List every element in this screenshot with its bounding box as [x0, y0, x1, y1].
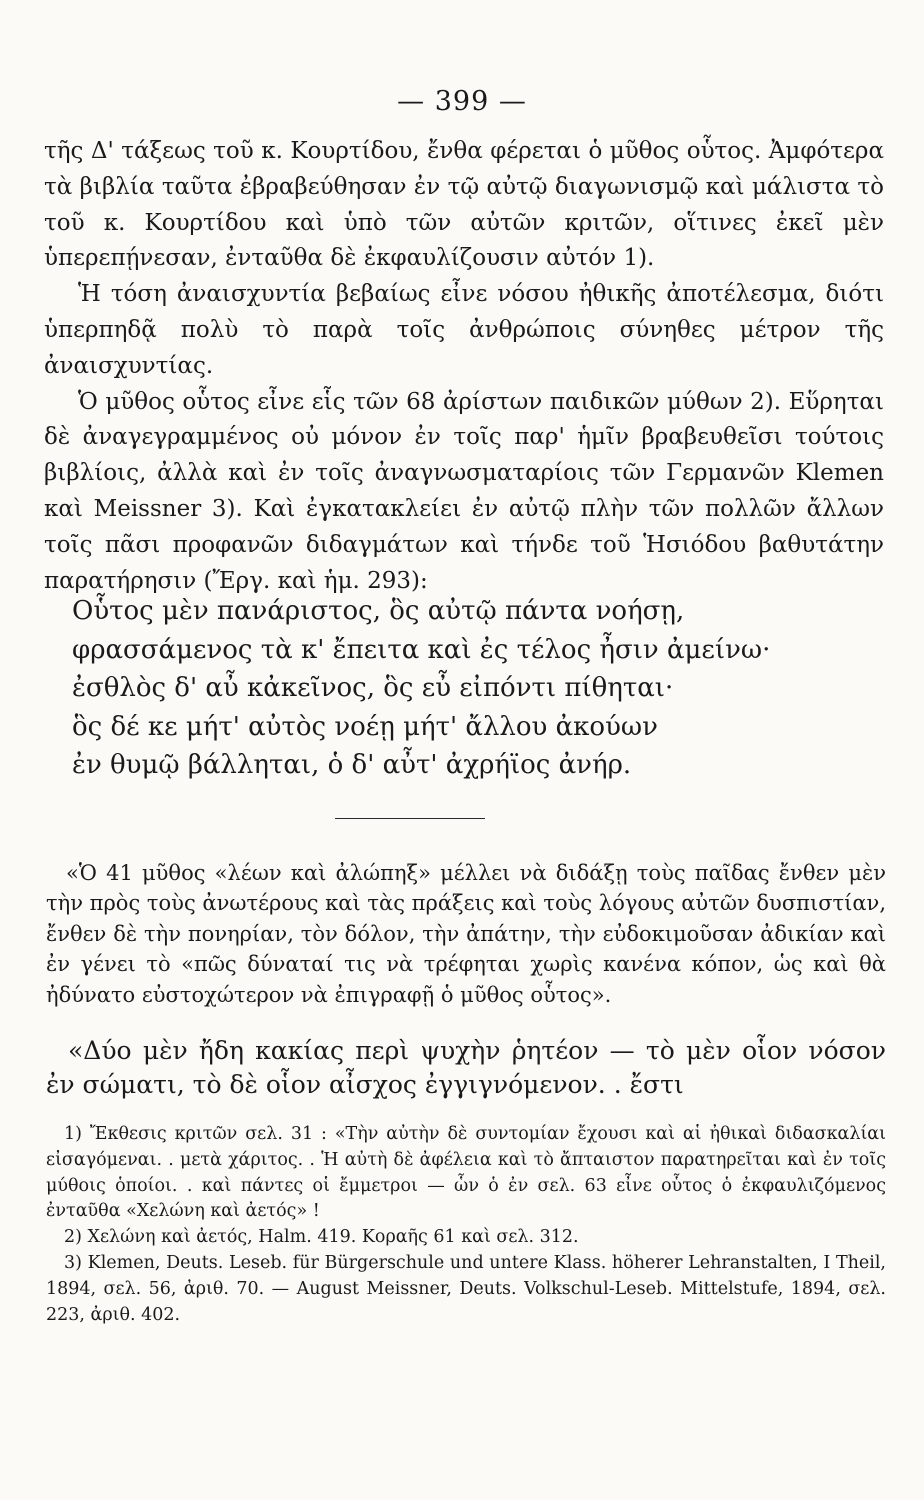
block-quote: [46, 858, 886, 1010]
verse-line-3: ἐσθλὸς δ' αὖ κἀκεῖνος, ὃς εὖ εἰπόντι πίθηται·: [72, 673, 674, 703]
footnote-2: 2) Χελώνη καὶ ἀετός, Halm. 419. Κοραῆς 61 καὶ σελ. 312.: [64, 1227, 579, 1248]
verse-line-5: ἐν θυμῷ βάλληται, ὁ δ' αὖτ' ἀχρήϊος ἀνήρ.: [72, 750, 632, 780]
footnote-1: 1) Ἔκθεσις κριτῶν σελ. 31 : «Τὴν αὐτὴν δὲ συντομίαν ἔχουσι καὶ αἱ ἠθικαὶ διδασκαλίαι εἰσαγόμεναι. . μετὰ χάριτος. . Ἡ αὐτὴ δὲ ἀφέλεια καὶ τὸ ἄπταιστον παρατηρεῖται καὶ ἐν τοῖς μύθοις ὁποίοι. . καὶ πάντες οἱ ἔμμετροι — ὧν ὁ ἐν σελ. 63 εἶνε οὗτος ὁ ἐκφαυλιζόμενος ἐνταῦθα «Χελώνη καὶ ἀετός» !: [46, 1124, 886, 1222]
section-divider: [335, 818, 485, 819]
paragraph-2: Ἡ τόση ἀναισχυντία βεβαίως εἶνε νόσου ἠθικῆς ἀποτέλεσμα, διότι ὑπερπηδᾷ πολὺ τὸ παρὰ τοῖς ἀνθρώποις σύνηθες μέτρον τῆς ἀναισχυντίας.: [44, 281, 884, 379]
footnotes: [46, 1122, 886, 1328]
verse-line-1: Οὗτος μὲν πανάριστος, ὃς αὐτῷ πάντα νοήσῃ,: [72, 596, 685, 626]
footnote-3: 3) Klemen, Deuts. Leseb. für Bürgerschule und untere Klass. höherer Lehranstalten, I Theil, 1894, σελ. 56, ἀριθ. 70. — August Meissner, Deuts. Volkschul-Leseb. Mittelstufe, 1894, σελ. 223, ἀριθ. 402.: [46, 1252, 886, 1325]
quote-text: «Ὁ 41 μῦθος «λέων καὶ ἀλώπηξ» μέλλει νὰ διδάξῃ τοὺς παῖδας ἔνθεν μὲν τὴν πρὸς τοὺς ἀνωτέρους καὶ τὰς πράξεις καὶ τοὺς λόγους αὐτῶν δυσπιστίαν, ἔνθεν δὲ τὴν πονηρίαν, τὸν δόλον, τὴν ἀπάτην, τὴν εὐδοκιμοῦσαν ἀδικίαν καὶ ἐν γένει τὸ «πῶς δύναταί τις νὰ τρέφηται χωρὶς κανένα κόπον, ὡς καὶ θὰ ἠδύνατο εὐστοχώτερον νὰ ἐπιγραφῇ ὁ μῦθος οὗτος».: [46, 861, 886, 1007]
main-text: [44, 134, 884, 599]
hesiod-verse: [72, 592, 872, 785]
page-number: — 399 —: [397, 86, 527, 117]
verse-line-2: φρασσάμενος τὰ κ' ἔπειτα καὶ ἐς τέλος ἦσιν ἀμείνω·: [72, 634, 771, 665]
paragraph-1: τῆς Δ' τάξεως τοῦ κ. Κουρτίδου, ἔνθα φέρεται ὁ μῦθος οὗτος. Ἀμφότερα τὰ βιβλία ταῦτα ἐβραβεύθησαν ἐν τῷ αὐτῷ διαγωνισμῷ καὶ μάλιστα τὸ τοῦ κ. Κουρτίδου καὶ ὑπὸ τῶν αὐτῶν κριτῶν, οἵτινες ἐκεῖ μὲν ὑπερεπῄνεσαν, ἐνταῦθα δὲ ἐκφαυλίζουσιν αὐτόν 1).: [44, 138, 884, 272]
quote-text-2: «Δύο μὲν ἤδη κακίας περὶ ψυχὴν ῥητέον — τὸ μὲν οἷον νόσον ἐν σώματι, τὸ δὲ οἷον αἶσχος ἐγγιγνόμενον. . ἔστι: [46, 1036, 886, 1099]
block-quote-2: [46, 1034, 886, 1102]
paragraph-3: Ὁ μῦθος οὗτος εἶνε εἷς τῶν 68 ἀρίστων παιδικῶν μύθων 2). Εὕρηται δὲ ἀναγεγραμμένος οὐ μόνον ἐν τοῖς παρ' ἡμῖν βραβευθεῖσι τούτοις βιβλίοις, ἀλλὰ καὶ ἐν τοῖς ἀναγνωσματαρίοις τῶν Γερμανῶν Klemen καὶ Meissner 3). Καὶ ἐγκατακλείει ἐν αὐτῷ πλὴν τῶν πολλῶν ἄλλων τοῖς πᾶσι προφανῶν διδαγμάτων καὶ τήνδε τοῦ Ἡσιόδου βαθυτάτην παρατήρησιν (Ἔργ. καὶ ἡμ. 293):: [44, 388, 884, 594]
verse-line-4: ὃς δέ κε μήτ' αὐτὸς νοέῃ μήτ' ἄλλου ἀκούων: [72, 711, 658, 742]
